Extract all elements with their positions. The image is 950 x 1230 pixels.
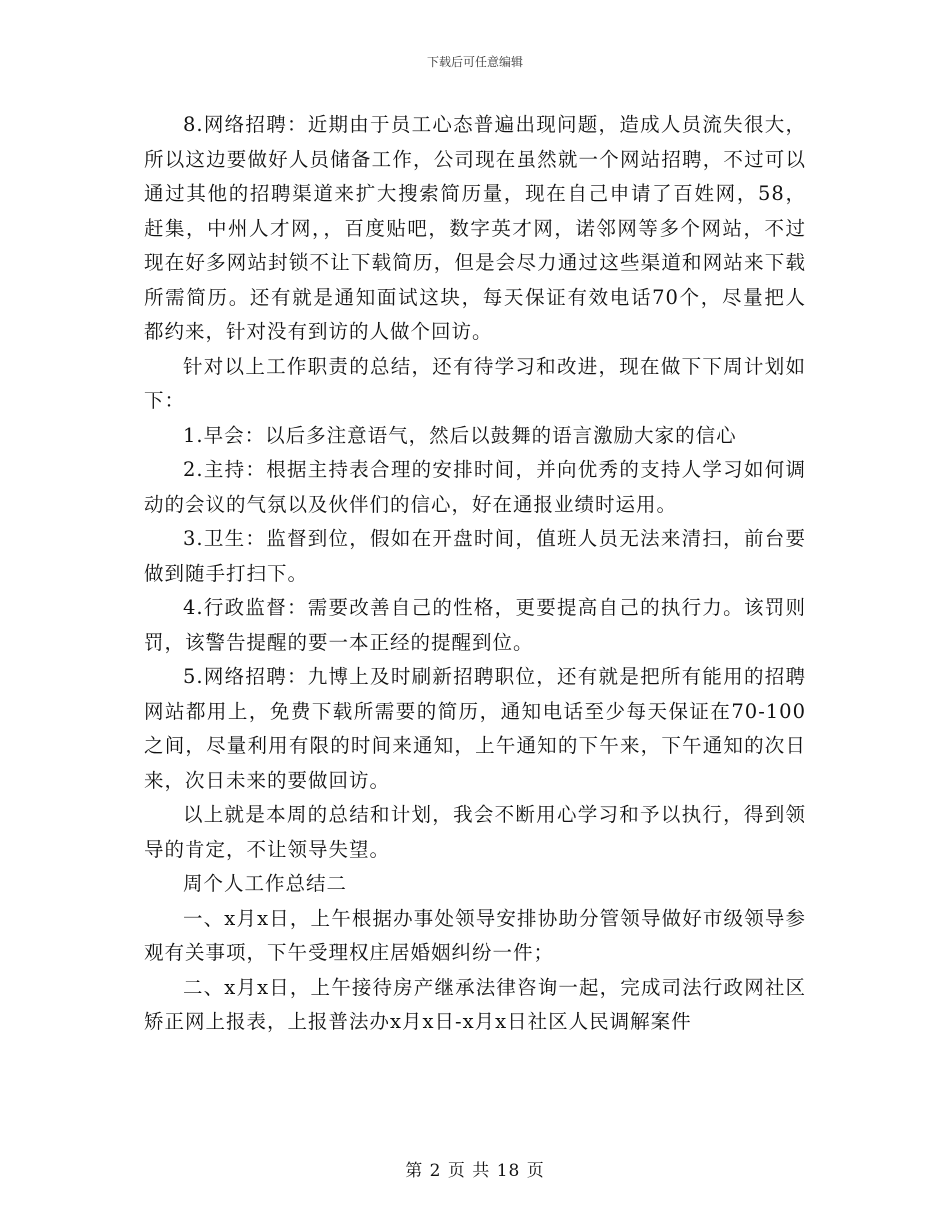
paragraph: 二、x月x日，上午接待房产继承法律咨询一起，完成司法行政网社区矫正网上报表，上报普法办x月x日-x月x日社区人民调解案件 bbox=[144, 975, 806, 1033]
paragraph: 8.网络招聘：近期由于员工心态普遍出现问题，造成人员流失很大，所以这边要做好人员储备工作，公司现在虽然就一个网站招聘，不过可以通过其他的招聘渠道来扩大搜索简历量，现在自己申请了百姓网，58，赶集，中州人才网，，百度贴吧，数字英才网，诺邻网等多个网站，不过现在好多网站封锁不让下载简历，但是会尽力通过这些渠道和网站来下载所需简历。还有就是通知面试这块，每天保证有效电话70个，尽量把人都约来，针对没有到访的人做个回访。 bbox=[144, 113, 806, 343]
paragraph: 针对以上工作职责的总结，还有待学习和改进，现在做下下周计划如下： bbox=[144, 354, 806, 412]
section-heading: 周个人工作总结二 bbox=[183, 872, 348, 895]
paragraph: 3.卫生：监督到位，假如在开盘时间，值班人员无法来清扫，前台要做到随手打扫下。 bbox=[144, 527, 806, 585]
paragraph: 2.主持：根据主持表合理的安排时间，并向优秀的支持人学习如何调动的会议的气氛以及伙伴们的信心，好在通报业绩时运用。 bbox=[144, 458, 806, 516]
document-body bbox=[144, 108, 806, 1040]
paragraph: 5.网络招聘：九博上及时刷新招聘职位，还有就是把所有能用的招聘网站都用上，免费下载所需要的简历，通知电话至少每天保证在70-100之间，尽量利用有限的时间来通知，上午通知的下午来，下午通知的次日来，次日未来的要做回访。 bbox=[144, 665, 806, 792]
paragraph: 一、x月x日，上午根据办事处领导安排协助分管领导做好市级领导参观有关事项，下午受理权庄居婚姻纠纷一件； bbox=[144, 906, 806, 964]
page-number-footer: 第 2 页 共 18 页 bbox=[405, 1161, 545, 1181]
paragraph: 以上就是本周的总结和计划，我会不断用心学习和予以执行，得到领导的肯定，不让领导失望。 bbox=[144, 803, 806, 861]
page-header: 下载后可任意编辑 bbox=[426, 55, 523, 69]
paragraph: 1.早会：以后多注意语气，然后以鼓舞的语言激励大家的信心 bbox=[183, 423, 737, 447]
paragraph: 4.行政监督：需要改善自己的性格，更要提高自己的执行力。该罚则罚，该警告提醒的要一本正经的提醒到位。 bbox=[144, 596, 806, 654]
